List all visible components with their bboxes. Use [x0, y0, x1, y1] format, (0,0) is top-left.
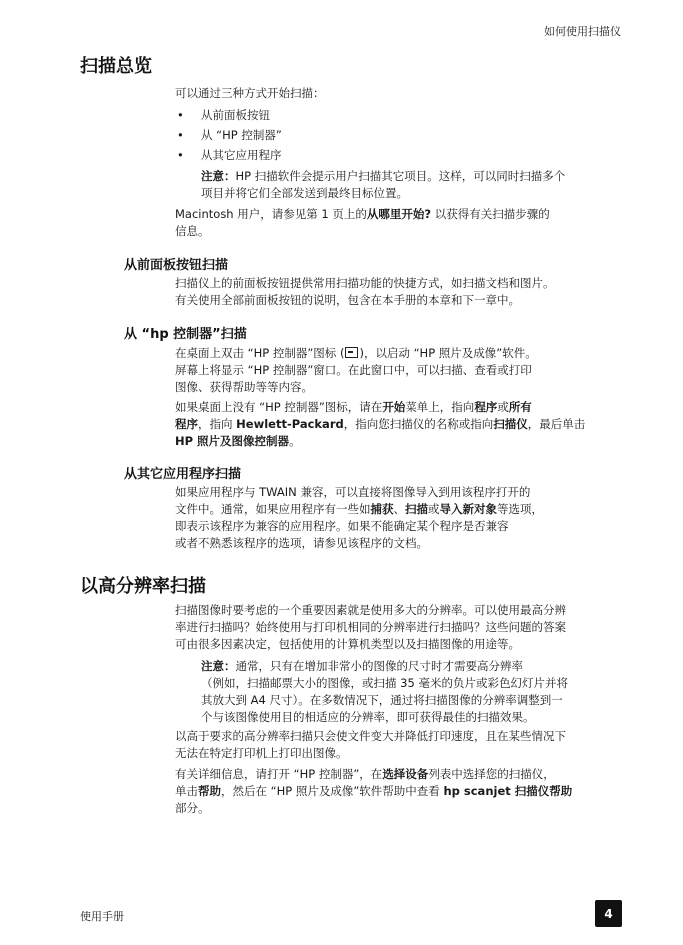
text-run: 单击 — [175, 784, 198, 798]
scanner-term: 扫描仪 — [493, 417, 528, 431]
hp-director-icon — [345, 347, 358, 358]
text-run: )，以启动 “HP 照片及成像”软件。 — [359, 346, 537, 360]
select-device-term: 选择设备 — [382, 767, 429, 781]
all-programs-term: 程序 — [175, 417, 198, 431]
note-line — [201, 658, 625, 675]
text-line — [175, 783, 625, 800]
subsection-title-other-apps: 从其它应用程序扫描 — [124, 467, 242, 482]
subsection-title-front-panel: 从前面板按钮扫描 — [124, 258, 229, 273]
text-run: 菜单上，指向 — [405, 400, 475, 414]
text-line — [175, 416, 625, 433]
footer-manual-title: 使用手册 — [80, 910, 124, 923]
mac-line — [175, 206, 625, 223]
text-line — [175, 501, 625, 518]
text-line: 扫描图像时要考虑的一个重要因素就是使用多大的分辨率。可以使用最高分辨 — [175, 603, 566, 617]
note-text: HP 扫描软件会提示用户扫描其它项目。这样，可以同时扫描多个 — [235, 169, 566, 183]
page-number-badge: 4 — [595, 900, 622, 927]
text-line: 有关使用全部前面板按钮的说明，包含在本手册的本章和下一章中。 — [175, 293, 520, 307]
text-line: 扫描仪上的前面板按钮提供常用扫描功能的快捷方式，如扫描文档和图片。 — [175, 276, 555, 290]
bullet-front-panel — [175, 105, 625, 125]
section-title-overview: 扫描总览 — [80, 56, 152, 77]
text-line: 无法在特定打印机上打印出图像。 — [175, 746, 348, 760]
hp-director-paragraph-1 — [175, 345, 625, 396]
mac-line: 信息。 — [175, 224, 210, 238]
scanjet-help-term: hp scanjet 扫描仪帮助 — [443, 784, 573, 798]
running-header: 如何使用扫描仪 — [544, 25, 621, 38]
text-run: 、 — [393, 502, 405, 516]
note-line: 其放大到 A4 尺寸）。在多数情况下，通过将扫描图像的分辨率调整到一 — [201, 693, 563, 707]
hp-director-paragraph-2 — [175, 399, 625, 450]
where-to-start-link: 从哪里开始? — [366, 207, 432, 221]
text-line — [175, 766, 625, 783]
text-line: 以高于要求的高分辨率扫描只会使文件变大并降低打印速度，且在某些情况下 — [175, 729, 566, 743]
bullet-text: 从 “HP 控制器” — [201, 128, 282, 142]
text-line: 可由很多因素决定，包括使用的计算机类型以及扫描图像的用途等。 — [175, 637, 520, 651]
overview-note — [201, 168, 625, 202]
hewlett-packard-term: Hewlett-Packard — [236, 417, 344, 431]
text-run: ，指向您扫描仪的名称或指向 — [343, 417, 494, 431]
note-line: （例如，扫描邮票大小的图像，或扫描 35 毫米的负片或彩色幻灯片并将 — [201, 676, 568, 690]
bullet-text: 从其它应用程序 — [201, 148, 282, 162]
text-line: 如果应用程序与 TWAIN 兼容，可以直接将图像导入到用该程序打开的 — [175, 485, 531, 499]
section-title-high-res: 以高分辨率扫描 — [80, 576, 206, 597]
text-line: 图像、获得帮助等等内容。 — [175, 380, 313, 394]
all-programs-term: 所有 — [508, 400, 532, 414]
start-menu-term: 开始 — [382, 400, 406, 414]
note-label: 注意： — [201, 659, 236, 673]
text-run: 列表中选择您的扫描仪， — [428, 767, 555, 781]
text-run: 等选项， — [497, 502, 543, 516]
acquire-term: 捕获 — [370, 502, 394, 516]
text-run: Macintosh 用户，请参见第 1 页上的 — [175, 207, 367, 221]
high-res-paragraph-3 — [175, 766, 625, 817]
subsection-title-hp-director: 从 “hp 控制器”扫描 — [124, 327, 247, 342]
bullet-dot: • — [177, 148, 184, 162]
bullet-dot: • — [177, 128, 184, 142]
text-run: ，指向 — [198, 417, 237, 431]
text-line: 率进行扫描吗？始终使用与打印机相同的分辨率进行扫描吗？这些问题的答案 — [175, 620, 566, 634]
overview-bullet-list — [175, 105, 625, 165]
programs-term: 程序 — [474, 400, 498, 414]
import-new-object-term: 导入新对象 — [439, 502, 497, 516]
text-line — [175, 345, 625, 362]
text-line — [175, 433, 625, 450]
note-label: 注意： — [201, 169, 236, 183]
bullet-dot: • — [177, 108, 184, 122]
overview-intro — [175, 85, 625, 102]
text-run: ，然后在 “HP 照片及成像”软件帮助中查看 — [221, 784, 444, 798]
text-run: 。 — [289, 434, 301, 448]
note-text: 通常，只有在增加非常小的图像的尺寸时才需要高分辨率 — [235, 659, 523, 673]
text-line: 部分。 — [175, 801, 210, 815]
text-run: ，最后单击 — [527, 417, 586, 431]
text-run: 如果桌面上没有 “HP 控制器”图标，请在 — [175, 400, 383, 414]
text-line: 屏幕上将显示 “HP 控制器”窗口。在此窗口中，可以扫描、查看或打印 — [175, 363, 532, 377]
text-run: 或 — [497, 400, 509, 414]
note-line: 个与该图像使用目的相适应的分辨率，即可获得最佳的扫描效果。 — [201, 710, 535, 724]
other-apps-paragraph — [175, 484, 625, 552]
bullet-hp-director — [175, 125, 625, 145]
photo-imaging-director-term: HP 照片及图像控制器 — [175, 434, 290, 448]
text-run: 文件中。通常，如果应用程序有一些如 — [175, 502, 371, 516]
scan-term: 扫描 — [405, 502, 428, 516]
mac-users-paragraph — [175, 206, 625, 240]
note-line: 项目并将它们全部发送到最终目标位置。 — [201, 186, 408, 200]
note-line — [201, 168, 625, 185]
front-panel-paragraph — [175, 275, 625, 309]
text-run: 在桌面上双击 “HP 控制器”图标 ( — [175, 346, 345, 360]
text-line: 或者不熟悉该程序的选项，请参见该程序的文档。 — [175, 536, 428, 550]
text-run: 以获得有关扫描步骤的 — [431, 207, 550, 221]
text-run: 或 — [428, 502, 440, 516]
high-res-note — [201, 658, 625, 726]
text-line — [175, 399, 625, 416]
overview-intro-text: 可以通过三种方式开始扫描： — [175, 86, 325, 100]
high-res-paragraph-1 — [175, 602, 625, 653]
text-line: 即表示该程序为兼容的应用程序。如果不能确定某个程序是否兼容 — [175, 519, 509, 533]
bullet-text: 从前面板按钮 — [201, 108, 270, 122]
help-term: 帮助 — [198, 784, 221, 798]
text-run: 有关详细信息，请打开 “HP 控制器”，在 — [175, 767, 383, 781]
bullet-other-apps — [175, 145, 625, 165]
high-res-paragraph-2 — [175, 728, 625, 762]
